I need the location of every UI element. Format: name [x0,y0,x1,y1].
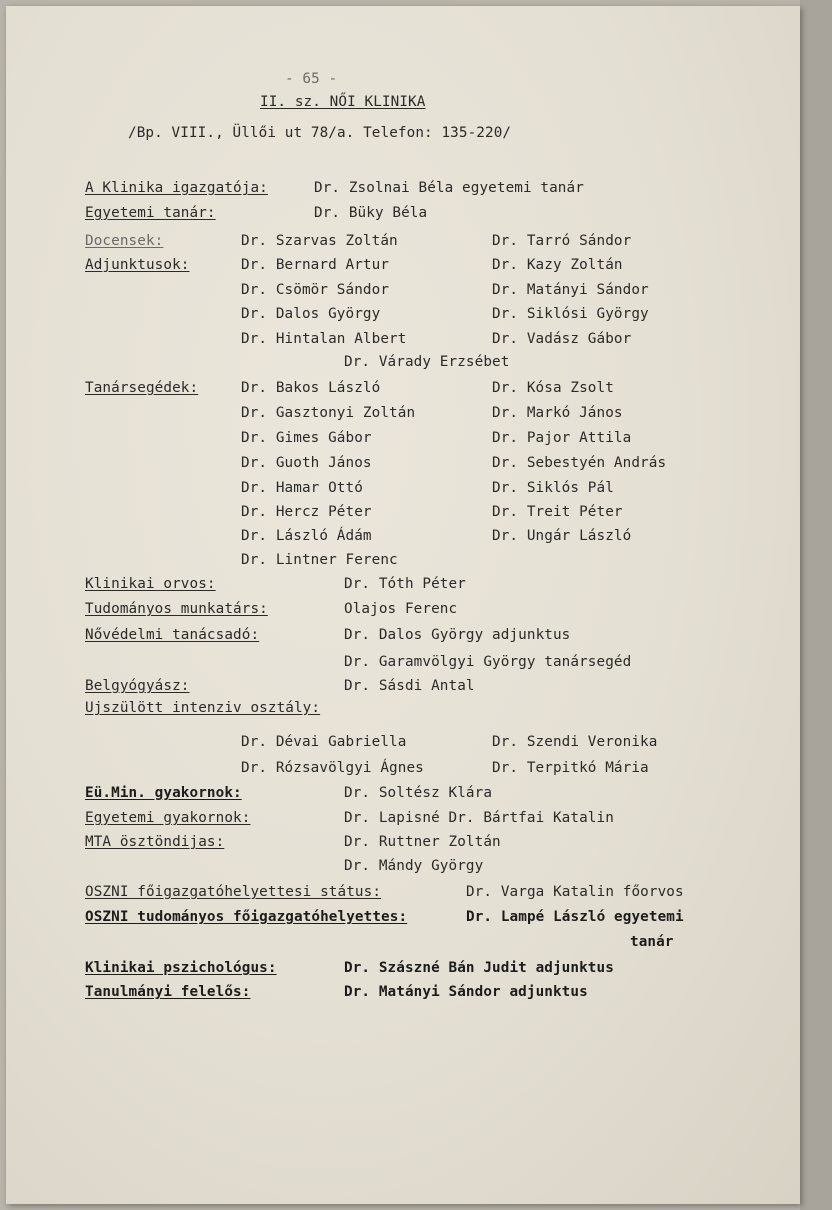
adjunct-left: Dr. Bernard Artur [241,257,390,273]
page-number: - 65 - [285,71,338,87]
neonatal-right: Dr. Terpitkó Mária [492,760,649,776]
mta-label: MTA ösztöndijas: [85,834,225,850]
oszni2-label: OSZNI tudományos főigazgatóhelyettes: [85,909,408,925]
assistant-right: Dr. Siklós Pál [492,480,614,496]
mta-value: Dr. Ruttner Zoltán [344,834,501,850]
scan-edge [800,0,832,1210]
address-line: /Bp. VIII., Üllői ut 78/a. Telefon: 135-220/ [128,125,512,141]
study-value: Dr. Matányi Sándor adjunktus [344,984,588,1000]
director-label: A Klinika igazgatója: [85,180,268,196]
assistant-left: Dr. Lintner Ferenc [241,552,398,568]
adjunct-center: Dr. Várady Erzsébet [344,354,510,370]
clinical-doctor-label: Klinikai orvos: [85,576,216,592]
oszni1-value: Dr. Varga Katalin főorvos [466,884,684,900]
univ-intern-label: Egyetemi gyakornok: [85,810,251,826]
adjunct-right: Dr. Vadász Gábor [492,331,632,347]
assistant-right: Dr. Pajor Attila [492,430,632,446]
psychologist-value: Dr. Szászné Bán Judit adjunktus [344,960,614,976]
assistant-left: Dr. Guoth János [241,455,372,471]
assistant-left: Dr. Hamar Ottó [241,480,363,496]
eu-min-value: Dr. Soltész Klára [344,785,493,801]
assistant-left: Dr. Gimes Gábor [241,430,372,446]
neonatal-left: Dr. Dévai Gabriella [241,734,407,750]
assistant-right: Dr. Ungár László [492,528,632,544]
assistant-left: Dr. László Ádám [241,528,372,544]
adjuncts-label: Adjunktusok: [85,257,190,273]
professor-label: Egyetemi tanár: [85,205,216,221]
adjunct-left: Dr. Hintalan Albert [241,331,407,347]
oszni2-value: Dr. Lampé László egyetemi [466,909,684,925]
assistants-label: Tanársegédek: [85,380,199,396]
page-title: II. sz. NŐI KLINIKA [260,94,426,110]
assistant-right: Dr. Sebestyén András [492,455,667,471]
assistant-left: Dr. Bakos László [241,380,381,396]
neonatal-right: Dr. Szendi Veronika [492,734,658,750]
internist-value: Dr. Sásdi Antal [344,678,475,694]
internist-label: Belgyógyász: [85,678,190,694]
womens-adviser-value: Dr. Dalos György adjunktus [344,627,571,643]
study-label: Tanulmányi felelős: [85,984,251,1000]
docent-left: Dr. Szarvas Zoltán [241,233,398,249]
adjunct-left: Dr. Csömör Sándor [241,282,390,298]
womens-adviser-label: Nővédelmi tanácsadó: [85,627,260,643]
neonatal-label: Ujszülött intenziv osztály: [85,700,321,716]
director-value: Dr. Zsolnai Béla egyetemi tanár [314,180,584,196]
neonatal-left: Dr. Rózsavölgyi Ágnes [241,760,424,776]
univ-intern-value: Dr. Lapisné Dr. Bártfai Katalin [344,810,614,826]
adjunct-left: Dr. Dalos György [241,306,381,322]
assistant-left: Dr. Hercz Péter [241,504,372,520]
professor-value: Dr. Büky Béla [314,205,428,221]
eu-min-label: Eü.Min. gyakornok: [85,785,242,801]
researcher-value: Olajos Ferenc [344,601,458,617]
researcher-label: Tudományos munkatárs: [85,601,268,617]
oszni1-label: OSZNI főigazgatóhelyettesi státus: [85,884,382,900]
oszni2-value-continued: tanár [630,934,674,950]
assistant-right: Dr. Kósa Zsolt [492,380,614,396]
womens-adviser-value: Dr. Garamvölgyi György tanársegéd [344,654,632,670]
mta-value: Dr. Mándy György [344,858,484,874]
docent-right: Dr. Tarró Sándor [492,233,632,249]
psychologist-label: Klinikai pszichológus: [85,960,277,976]
assistant-right: Dr. Treit Péter [492,504,623,520]
adjunct-right: Dr. Matányi Sándor [492,282,649,298]
adjunct-right: Dr. Kazy Zoltán [492,257,623,273]
assistant-right: Dr. Markó János [492,405,623,421]
assistant-left: Dr. Gasztonyi Zoltán [241,405,416,421]
adjunct-right: Dr. Siklósi György [492,306,649,322]
clinical-doctor-value: Dr. Tóth Péter [344,576,466,592]
docents-label: Docensek: [85,233,164,249]
